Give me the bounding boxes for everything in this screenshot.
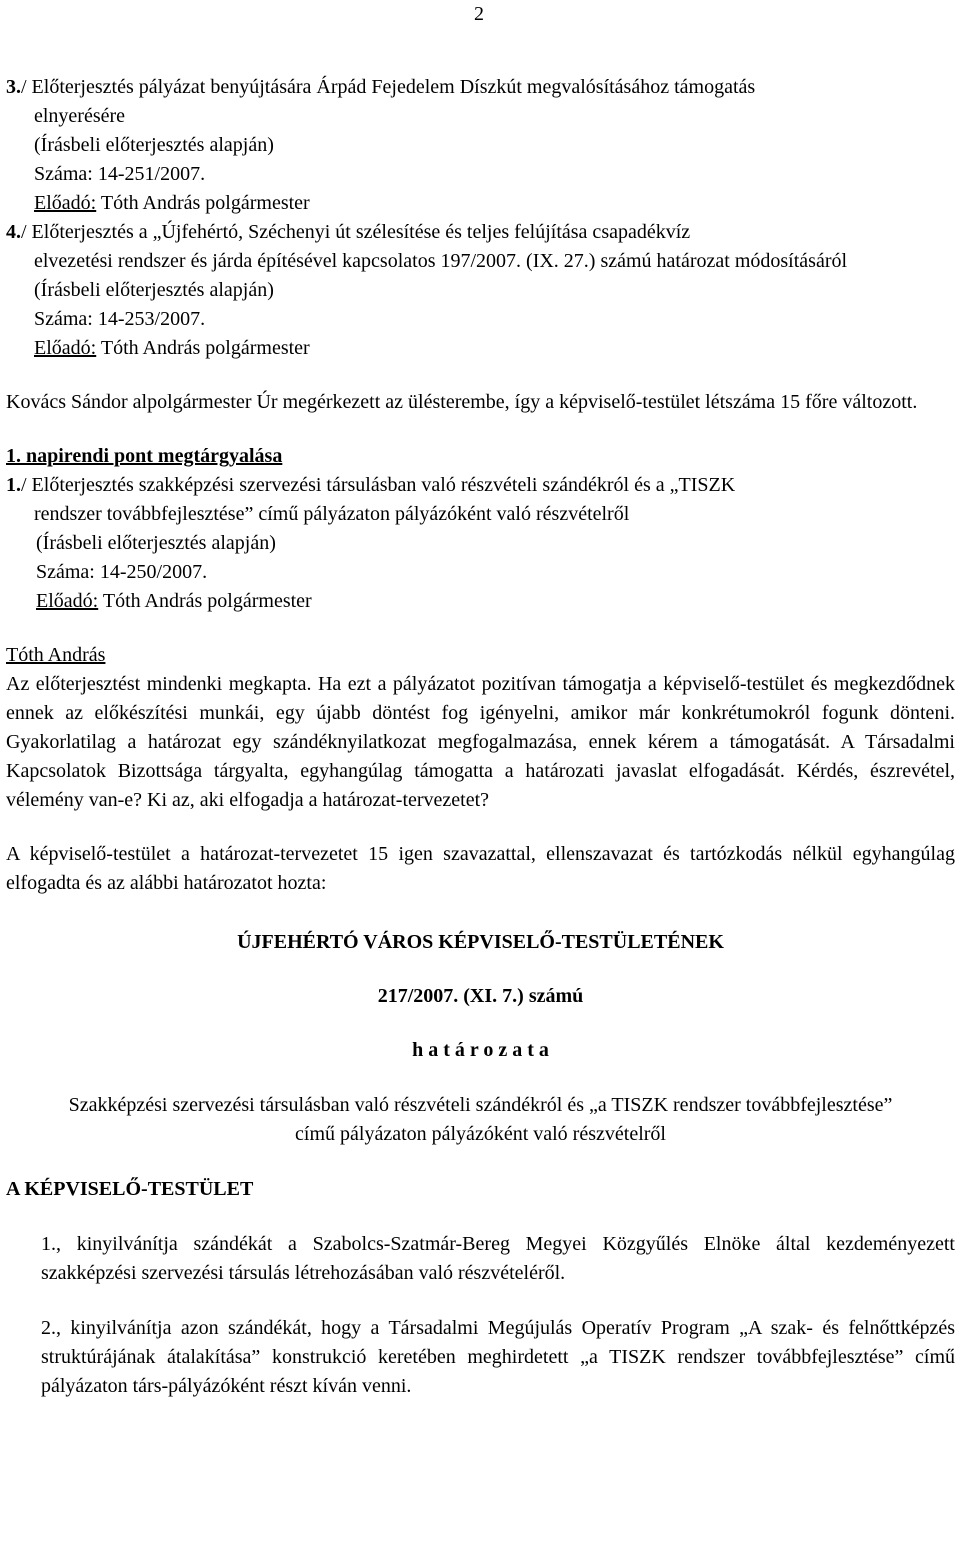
agenda-item-1 xyxy=(6,471,955,616)
arrival-note: Kovács Sándor alpolgármester Úr megérkezett az ülésterembe, így a képviselő-testület létszáma 15 főre változott. xyxy=(6,391,918,413)
presenter-name: Tóth András polgármester xyxy=(98,590,312,612)
agenda-item-title-cont: elvezetési rendszer és járda építésével kapcsolatos 197/2007. (IX. 27.) számú határozat módosításáról xyxy=(34,250,848,272)
resolution-word: h a t á r o z a t a xyxy=(412,1039,549,1061)
agenda-item-basis: (Írásbeli előterjesztés alapján) xyxy=(34,134,274,156)
agenda-item-basis: (Írásbeli előterjesztés alapján) xyxy=(36,532,276,554)
agenda-item-3 xyxy=(6,73,955,218)
agenda-item-4 xyxy=(6,218,955,363)
speaker-name: Tóth András xyxy=(6,644,106,666)
agenda-item-number: 3. xyxy=(6,76,21,98)
agenda-item-title-cont: elnyerésére xyxy=(34,105,126,127)
agenda-item-presenter xyxy=(6,587,955,616)
agenda-item-number-ref: Száma: 14-251/2007. xyxy=(34,163,206,185)
section-heading: 1. napirendi pont megtárgyalása xyxy=(6,445,283,467)
agenda-item-title-cont: rendszer továbbfejlesztése” című pályázaton pályázóként való részvételről xyxy=(34,503,630,525)
agenda-item-presenter xyxy=(6,189,955,218)
resolution-point-1: 1., kinyilvánítja szándékát a Szabolcs-Szatmár-Bereg Megyei Közgyűlés Elnöke által kezdeményezett szakképzési szervezési társulás létrehozásában való részvételéről. xyxy=(41,1233,955,1284)
agenda-item-presenter xyxy=(6,334,955,363)
agenda-item-number-ref: Száma: 14-253/2007. xyxy=(34,308,206,330)
presenter-label: Előadó: xyxy=(34,337,97,359)
agenda-item-title: / Előterjesztés szakképzési szervezési társulásban való részvételi szándékról és a „TISZK xyxy=(21,474,736,496)
vote-result: A képviselő-testület a határozat-tervezetet 15 igen szavazattal, ellenszavazat és tartózkodás nélkül egyhangúlag elfogadta és az alábbi határozatot hozta: xyxy=(6,843,955,894)
presenter-label: Előadó: xyxy=(36,590,99,612)
resolution-number: 217/2007. (XI. 7.) számú xyxy=(377,985,584,1007)
agenda-item-basis: (Írásbeli előterjesztés alapján) xyxy=(34,279,274,301)
council-heading: A KÉPVISELŐ-TESTÜLET xyxy=(6,1178,254,1200)
agenda-item-number-ref: Száma: 14-250/2007. xyxy=(36,561,208,583)
agenda-item-title: / Előterjesztés a „Újfehértó, Széchenyi út szélesítése és teljes felújítása csapadékvíz xyxy=(21,221,691,243)
speech-text: Az előterjesztést mindenki megkapta. Ha ezt a pályázatot pozitívan támogatja a képviselő-testület és megkezdődnek ennek az előkészítési munkái, egy újabb döntést fog igényelni, amikor már konkrétumokról fogunk dönteni. Gyakorlatilag a határozat egy szándéknyilatkozat megfogalmazása, ennek kérem a támogatását. A Társadalmi Kapcsolatok Bizottsága tárgyalta, egyhangúlag támogatta a határozati javaslat elfogadását. Kérdés, észrevétel, vélemény van-e? Ki az, aki elfogadja a határozat-tervezetet? xyxy=(6,673,955,811)
presenter-label: Előadó: xyxy=(34,192,97,214)
agenda-item-number: 1. xyxy=(6,474,21,496)
agenda-item-number: 4. xyxy=(6,221,21,243)
page-number: 2 xyxy=(474,3,484,25)
resolution-subject: Szakképzési szervezési társulásban való részvételi szándékról és „a TISZK rendszer továbbfejlesztése” című pályázaton pályázóként való részvételről xyxy=(68,1094,893,1145)
resolution-point-2: 2., kinyilvánítja azon szándékát, hogy a Társadalmi Megújulás Operatív Program „A szak- és felnőttképzés struktúrájának átalakítása” konstrukció keretében meghirdetett „a TISZK rendszer továbbfejlesztése” című pályázaton társ-pályázóként részt kíván venni. xyxy=(41,1317,955,1397)
presenter-name: Tóth András polgármester xyxy=(96,192,310,214)
resolution-body: ÚJFEHÉRTÓ VÁROS KÉPVISELŐ-TESTÜLETÉNEK xyxy=(237,931,724,953)
agenda-item-title: / Előterjesztés pályázat benyújtására Árpád Fejedelem Díszkút megvalósításához támogatás xyxy=(21,76,756,98)
resolution xyxy=(6,928,955,1401)
presenter-name: Tóth András polgármester xyxy=(96,337,310,359)
document-body xyxy=(6,73,955,1401)
